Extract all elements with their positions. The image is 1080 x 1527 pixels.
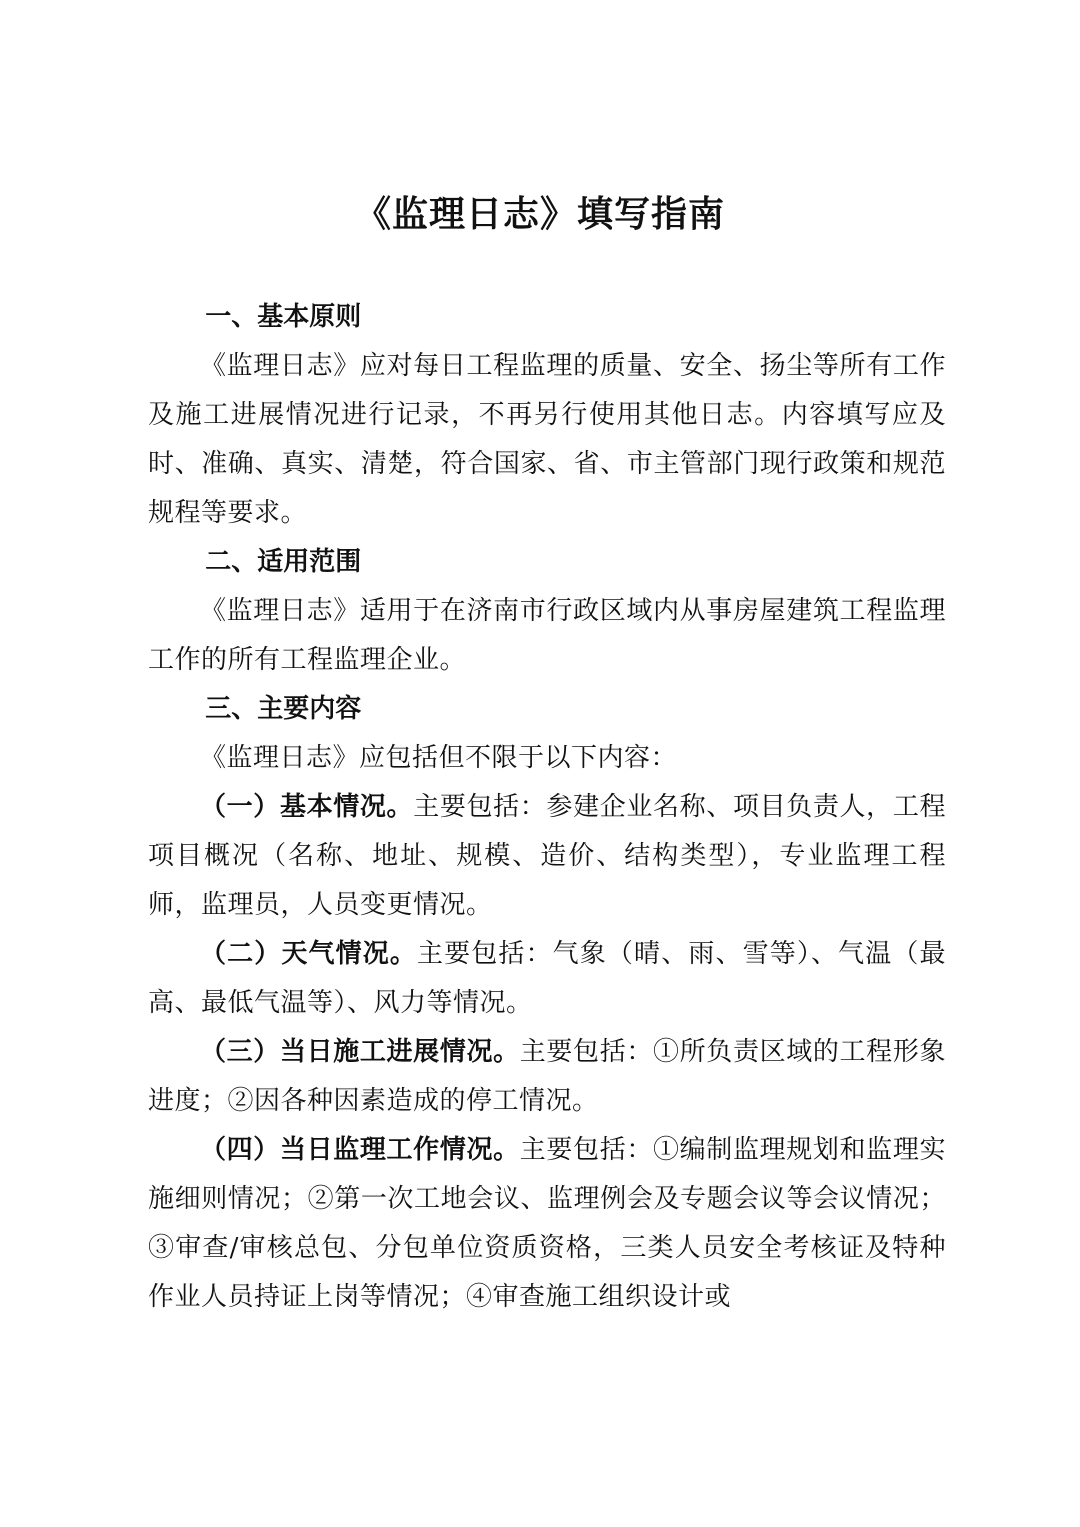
item-text-basic-info: 主要包括：参建企业名称、项目负责人，工程项目概况（名称、地址、规模、造价、结构类型），专业监理工程师，监理员，人员变更情况。 xyxy=(148,792,946,920)
contents-item-basic-info xyxy=(148,783,946,930)
contents-item-weather xyxy=(148,930,946,1028)
item-label-basic-info: （一）基本情况。 xyxy=(200,792,414,822)
contents-intro: 《监理日志》应包括但不限于以下内容： xyxy=(200,743,678,773)
document-title: 《监理日志》填写指南 xyxy=(354,194,725,235)
principles-paragraph: 《监理日志》应对每日工程监理的质量、安全、扬尘等所有工作及施工进展情况进行记录，不再另行使用其他日志。内容填写应及时、准确、真实、清楚，符合国家、省、市主管部门现行政策和规范规程等要求。 xyxy=(148,351,946,528)
item-text-supervision: 主要包括：①编制监理规划和监理实施细则情况；②第一次工地会议、监理例会及专题会议等会议情况；③审查/审核总包、分包单位资质资格，三类人员安全考核证及特种作业人员持证上岗等情况；④审查施工组织设计或 xyxy=(148,1135,946,1312)
item-label-progress: （三）当日施工进展情况。 xyxy=(200,1037,520,1067)
contents-item-progress xyxy=(148,1028,946,1126)
scope-paragraph: 《监理日志》适用于在济南市行政区域内从事房屋建筑工程监理工作的所有工程监理企业。 xyxy=(148,596,946,675)
item-label-weather: （二）天气情况。 xyxy=(200,939,418,969)
item-text-weather: 主要包括：气象（晴、雨、雪等）、气温（最高、最低气温等）、风力等情况。 xyxy=(148,939,946,1018)
section-heading-contents: 三、主要内容 xyxy=(205,694,362,724)
item-label-supervision: （四）当日监理工作情况。 xyxy=(200,1135,520,1165)
section-heading-scope: 二、适用范围 xyxy=(205,547,362,577)
item-text-progress: 主要包括：①所负责区域的工程形象进度；②因各种因素造成的停工情况。 xyxy=(148,1037,946,1116)
document-body xyxy=(148,293,946,1322)
contents-item-supervision xyxy=(148,1126,946,1322)
section-heading-principles: 一、基本原则 xyxy=(205,302,362,332)
